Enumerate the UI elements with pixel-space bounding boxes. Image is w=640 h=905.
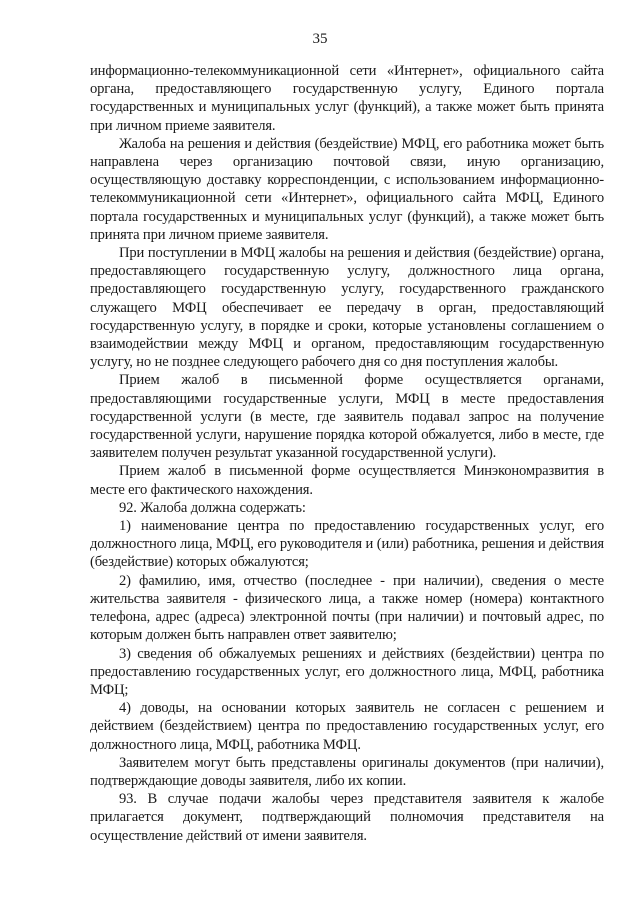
paragraph: При поступлении в МФЦ жалобы на решения и действия (бездействие) органа, предоставляющего государственную услугу, должностного лица органа, предоставляющего государственную услугу, государственного гражданского служащего МФЦ обеспечивает ее передачу в орган, предоставляющий государственную услугу, в порядке и сроки, которые установлены соглашением о взаимодействии между МФЦ и органом, предоставляющим государственную услугу, но не позднее следующего рабочего дня со дня поступления жалобы. <box>90 245 604 371</box>
list-item-1: 1) наименование центра по предоставлению государственных услуг, его должностного лица, МФЦ, его руководителя и (или) работника, решения и действия (бездействие) которых обжалуются; <box>90 518 604 571</box>
paragraph: Заявителем могут быть представлены оригиналы документов (при наличии), подтверждающие доводы заявителя, либо их копии. <box>90 754 604 789</box>
list-item-3: 3) сведения об обжалуемых решениях и действиях (бездействии) центра по предоставлению государственных услуг, его должностного лица, МФЦ, работника МФЦ; <box>90 645 604 698</box>
paragraph-continuation: информационно-телекоммуникационной сети «Интернет», официального сайта органа, предоставляющего государственную услугу, Единого портала государственных и муниципальных услуг (функций), а также может быть принята при личном приеме заявителя. <box>90 63 604 134</box>
page-number: 35 <box>312 31 328 47</box>
paragraph-section-93: 93. В случае подачи жалобы через представителя заявителя к жалобе прилагается документ, подтверждающий полномочия представителя на осуществление действий от имени заявителя. <box>90 791 604 844</box>
list-item-2: 2) фамилию, имя, отчество (последнее - при наличии), сведения о месте жительства заявителя - физического лица, а также номер (номера) контактного телефона, адрес (адреса) электронной почты (при наличии) и почтовый адрес, по которым должен быть направлен ответ заявителю; <box>90 572 604 644</box>
paragraph: Жалоба на решения и действия (бездействие) МФЦ, его работника может быть направлена через организацию почтовой связи, иную организацию, осуществляющую доставку корреспонденции, с использованием информационно-телекоммуникационной сети «Интернет», официального сайта МФЦ, Единого портала государственных и муниципальных услуг (функций), а также может быть принята при личном приеме заявителя. <box>90 135 604 243</box>
document-body <box>90 62 604 845</box>
paragraph-section-92: 92. Жалоба должна содержать: <box>119 499 306 516</box>
list-item-4: 4) доводы, на основании которых заявитель не согласен с решением и действием (бездействием) центра по предоставлению государственных услуг, его должностного лица, МФЦ, работника МФЦ. <box>90 700 604 753</box>
paragraph: Прием жалоб в письменной форме осуществляется органами, предоставляющими государственные услуги, МФЦ в месте предоставления государственной услуги (в месте, где заявитель подавал запрос на получение государственной услуги, нарушение порядка которой обжалуется, либо в месте, где заявителем получен результат указанной государственной услуги). <box>90 372 604 462</box>
paragraph: Прием жалоб в письменной форме осуществляется Минэкономразвития в месте его фактического нахождения. <box>90 463 604 498</box>
